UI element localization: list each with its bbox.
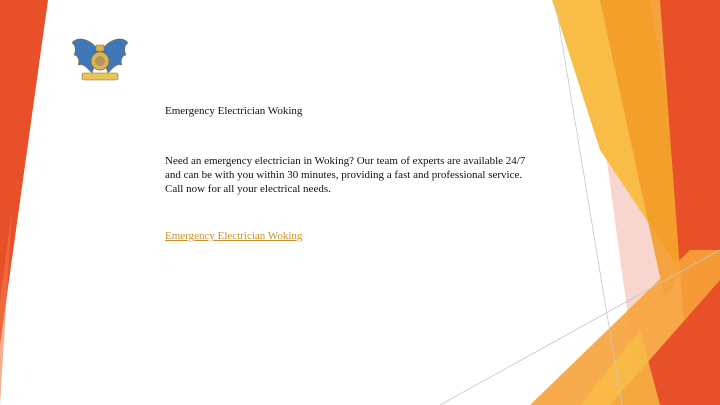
slide-heading: Emergency Electrician Woking	[165, 105, 303, 117]
emergency-electrician-link[interactable]: Emergency Electrician Woking	[165, 230, 303, 242]
slide-paragraph: Need an emergency electrician in Woking? Our team of experts are available 24/7 and can be with you within 30 minutes, providing a fast and professional service. Call now for all your electrical needs.	[165, 155, 526, 195]
winged-crest-icon	[70, 33, 130, 85]
